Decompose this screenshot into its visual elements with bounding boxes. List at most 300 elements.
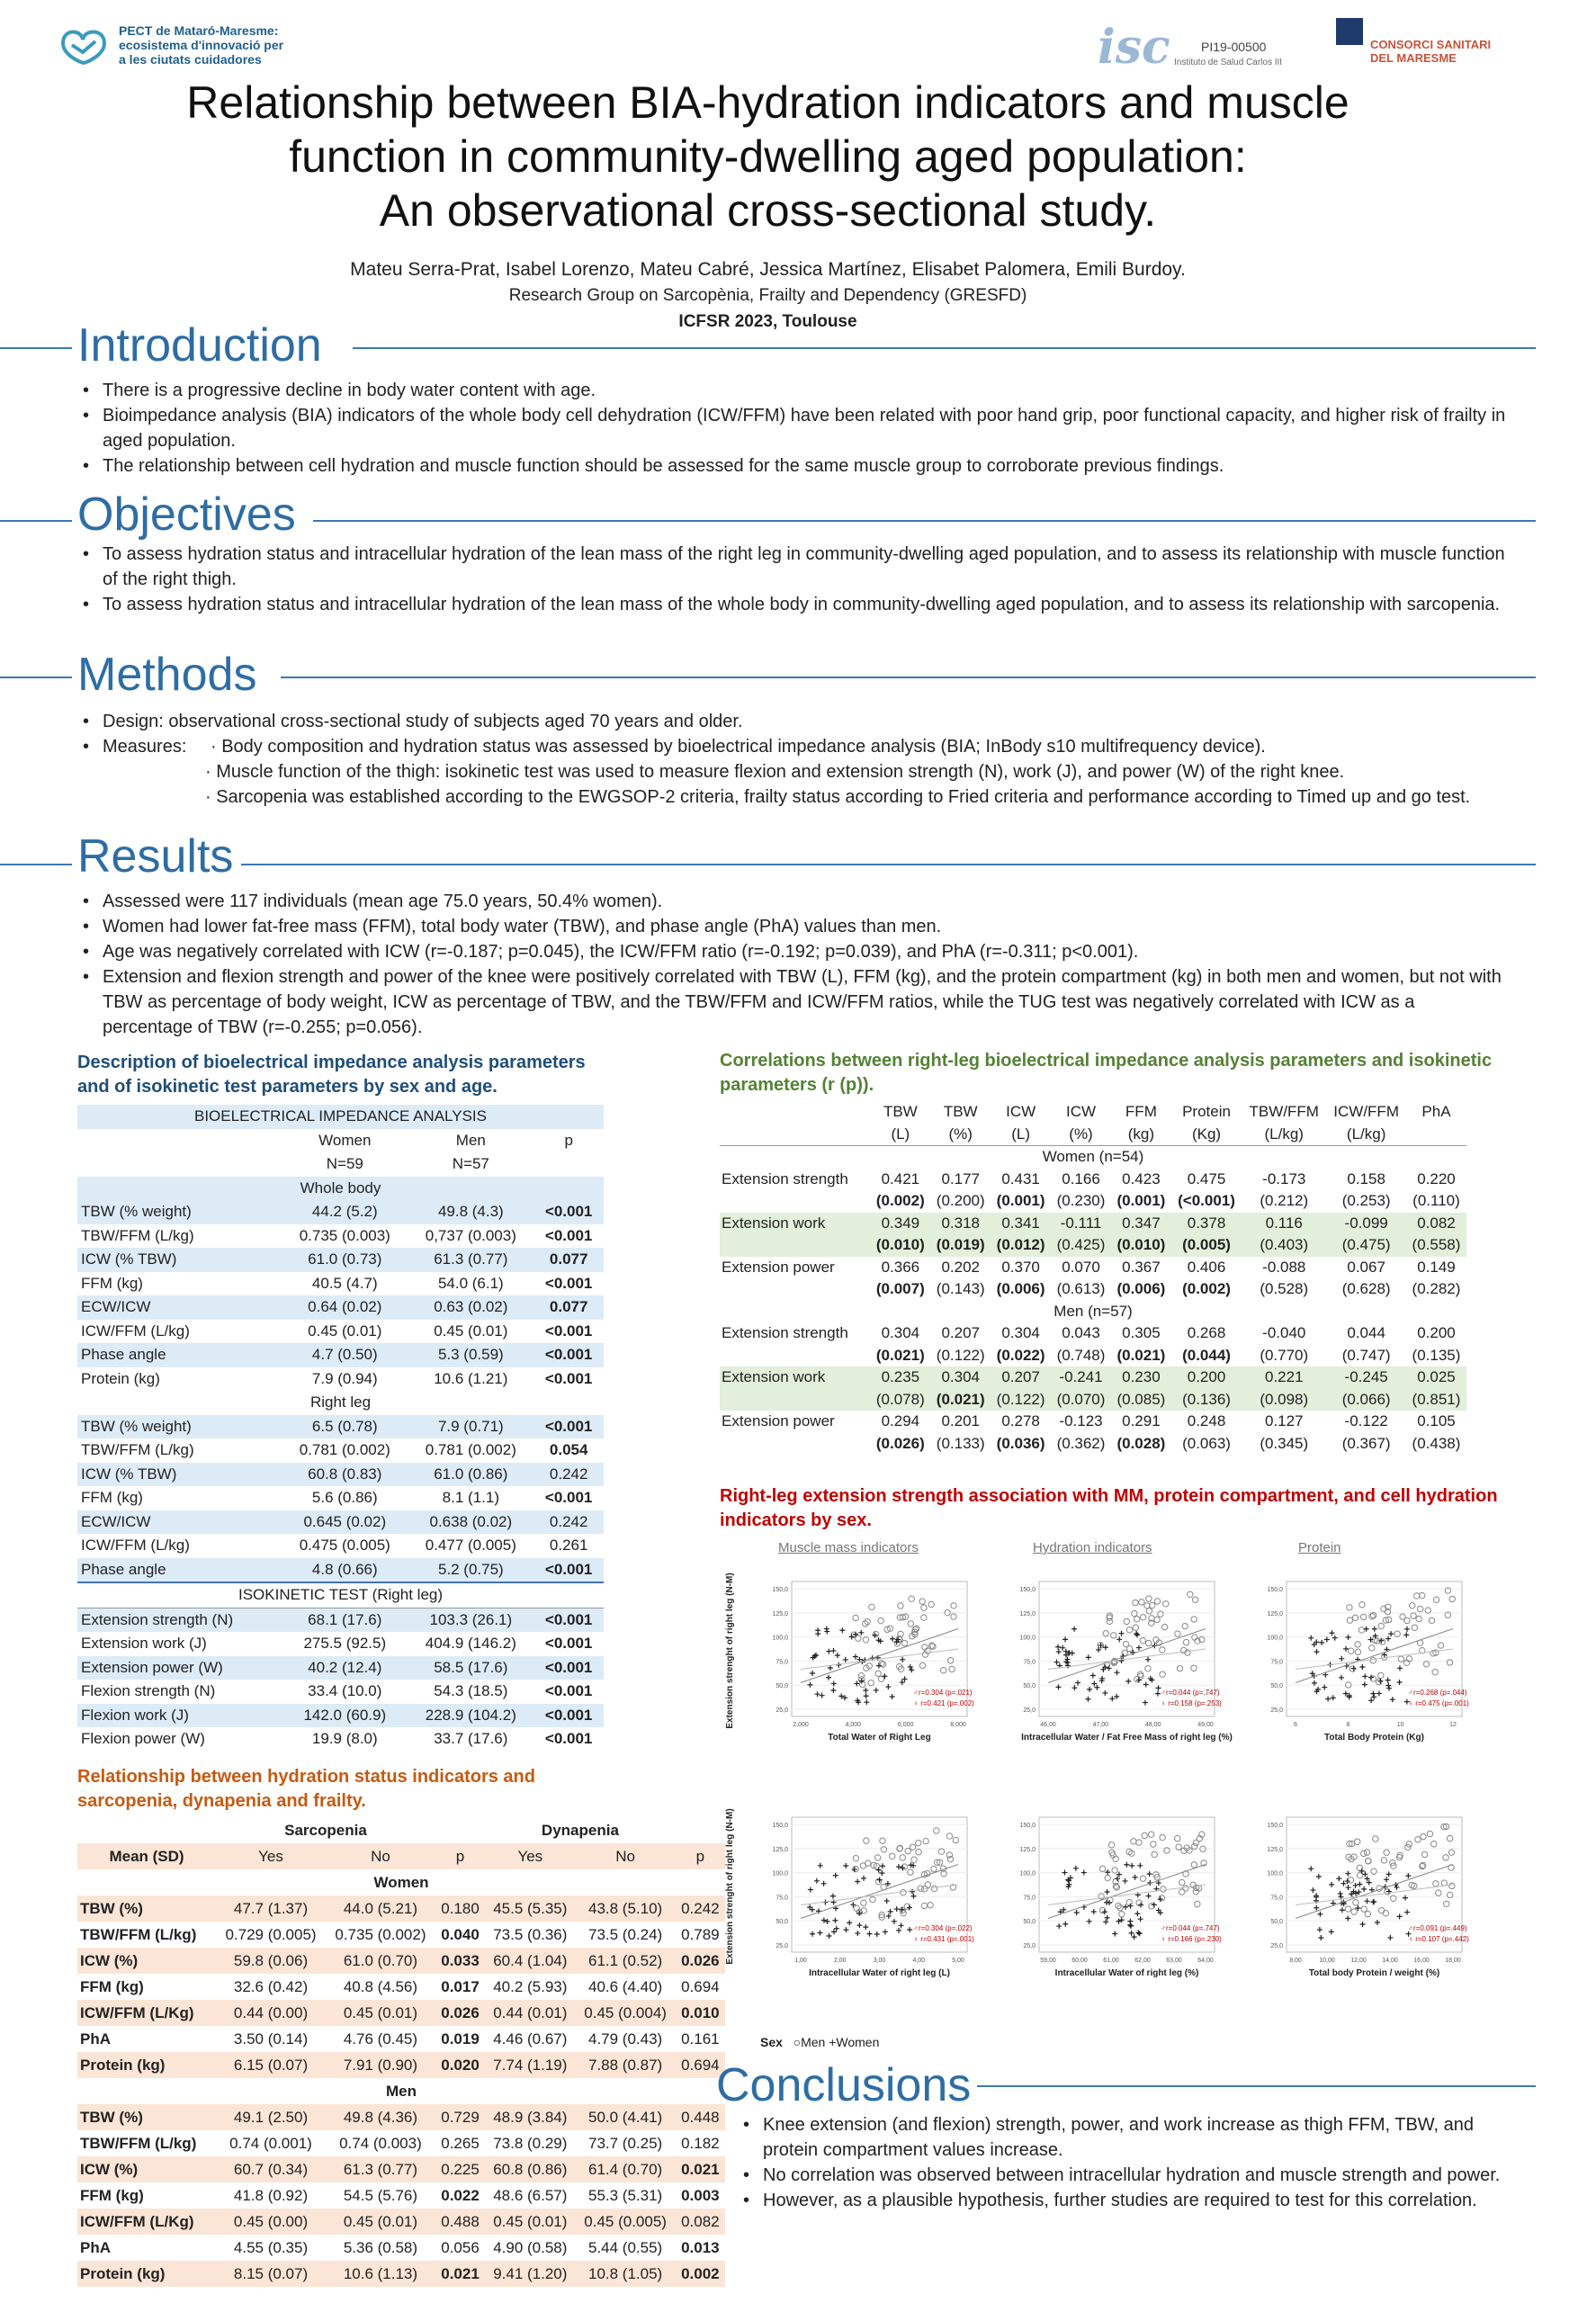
- col-header: FFM: [1125, 1103, 1157, 1121]
- section-rule: [0, 864, 72, 865]
- row-label: Extension power (W): [77, 1656, 282, 1680]
- corner: [720, 1124, 870, 1146]
- cell-men: 5.3 (0.59): [408, 1343, 533, 1367]
- y-axis-label: Extension strenght of right leg (N-M): [725, 1808, 735, 1965]
- table-row: [77, 1510, 604, 1535]
- cell-women: 68.1 (17.6): [282, 1608, 408, 1632]
- row-label: Protein (kg): [81, 1369, 160, 1387]
- cell-women: 40.2 (12.4): [282, 1656, 408, 1680]
- cell-p: (0.770): [1260, 1346, 1309, 1364]
- cell-p: (0.282): [1412, 1280, 1461, 1298]
- section-rule: [0, 347, 72, 349]
- row-label: ICW/FFM (L/kg): [81, 1537, 190, 1555]
- table-row: [720, 1234, 1466, 1257]
- cell-r: 0.406: [1187, 1258, 1226, 1276]
- table1-title: Description of bioelectrical impedance analysis parameters and of isokinetic test parameters by sex and age.: [77, 1053, 586, 1097]
- y-tick-label: 25,0: [776, 1707, 788, 1714]
- table-row: [77, 2156, 725, 2182]
- table-row: [720, 1367, 1466, 1389]
- cell-r: -0.040: [1262, 1324, 1306, 1342]
- cell: 0.242: [676, 1895, 725, 1922]
- cell: 0.026: [435, 2000, 485, 2026]
- table-row: [720, 1190, 1466, 1213]
- cell-p: (0.007): [875, 1280, 925, 1298]
- cell: 0.017: [441, 1977, 480, 1995]
- table-row: [77, 1248, 604, 1272]
- women-correlation: ♀ r=0.431 (p=.001): [913, 1935, 974, 1943]
- cell: 49.8 (4.36): [326, 2104, 435, 2130]
- y-tick-label: 125,0: [1019, 1610, 1036, 1617]
- cell: 0.45 (0.00): [216, 2209, 326, 2235]
- cell: 0.182: [681, 2134, 720, 2152]
- cell: 0.45 (0.005): [576, 2209, 676, 2235]
- cell-p: 0.242: [533, 1463, 604, 1487]
- cell: 4.46 (0.67): [493, 2030, 568, 2048]
- table-row: [77, 1948, 725, 1974]
- row-label-blank: [720, 1389, 870, 1411]
- table-row: [77, 1632, 604, 1656]
- cell-p: (0.070): [1051, 1389, 1111, 1411]
- table-row: [720, 1169, 1466, 1191]
- cell-women: 0.475 (0.005): [299, 1537, 390, 1555]
- cell-p: 0.242: [533, 1510, 604, 1535]
- cell: 0.45 (0.004): [576, 2000, 676, 2026]
- isciii-logo: [1098, 20, 1314, 74]
- x-tick-label: 4,000: [845, 1722, 862, 1728]
- women-correlation: ♀ r=0.107 (p=.442): [1408, 1935, 1469, 1943]
- y-tick-label: 75,0: [776, 1895, 788, 1902]
- cell-p: (0.558): [1406, 1234, 1466, 1257]
- row-label: Protein (kg): [77, 2261, 216, 2287]
- cell-r: 0.304: [881, 1324, 920, 1342]
- authors: Mateu Serra-Prat, Isabel Lorenzo, Mateu Cabré, Jessica Martínez, Elisabet Palomera, Emili Burdoy.: [350, 259, 1186, 280]
- cell: 4.90 (0.58): [493, 2238, 568, 2256]
- table-row: [720, 1389, 1466, 1411]
- table-row: [77, 1727, 604, 1752]
- methods-heading: Methods: [77, 649, 257, 701]
- row-label: Phase angle: [77, 1343, 282, 1367]
- results-heading: Results: [77, 830, 234, 883]
- row-label: TBW/FFM (L/kg): [80, 2134, 197, 2152]
- cell: 0.694: [676, 2052, 725, 2078]
- y-tick-label: 100,0: [1267, 1870, 1283, 1877]
- men-correlation: ♂r=0.091 (p=.449): [1408, 1924, 1467, 1932]
- cell-r: 0.421: [881, 1169, 920, 1187]
- objectives-list: [79, 542, 1506, 617]
- legend-women-marker: +: [829, 2035, 837, 2049]
- y-tick-label: 100,0: [772, 1870, 788, 1877]
- list-item: • Extension and flexion strength and power of the knee were positively correlated with TBW (L), FFM (kg), and the protein compartment (kg) in both men and women, but not with TBW as percentage of body weight, ICW as percentage of TBW, and the TBW/FFM and ICW/FFM ratios, while the TUG test was negatively correlated with ICW as a percentage of TBW (r=-0.255; p=0.056).: [103, 964, 1506, 1040]
- table-header-row: [720, 1124, 1466, 1146]
- cell-p: (0.110): [1412, 1192, 1460, 1210]
- cell-p: (0.010): [870, 1234, 930, 1257]
- cell: 32.6 (0.42): [233, 1977, 309, 1995]
- cell: 0.033: [435, 1948, 485, 1974]
- table-row: [77, 1438, 604, 1463]
- table-row: [77, 1272, 604, 1296]
- cell: 4.79 (0.43): [588, 2030, 663, 2048]
- isciii-name: Instituto de Salud Carlos III: [1174, 58, 1283, 67]
- y-tick-label: 75,0: [776, 1659, 788, 1666]
- cell: 10.6 (1.13): [326, 2261, 435, 2287]
- cell: 0.694: [681, 1977, 720, 1995]
- cell: 8.15 (0.07): [216, 2261, 326, 2287]
- x-tick-label: 59,00: [1040, 1958, 1056, 1964]
- table-row: [77, 1224, 604, 1249]
- row-label: Extension work: [720, 1367, 870, 1389]
- row-label-blank: [720, 1345, 870, 1367]
- cell: 0.265: [441, 2134, 480, 2152]
- cell-r: 0.248: [1187, 1412, 1226, 1430]
- cell: 0.74 (0.001): [229, 2134, 312, 2152]
- row-label: TBW/FFM (L/kg): [81, 1226, 194, 1244]
- row-label-blank: [720, 1190, 870, 1213]
- cell-men: 8.1 (1.1): [442, 1489, 499, 1507]
- y-tick-label: 150,0: [1019, 1823, 1036, 1829]
- cell-r: 0.070: [1062, 1258, 1100, 1276]
- cell: 0.44 (0.00): [216, 2000, 326, 2026]
- men-correlation: ♂r=0.044 (p=.747): [1161, 1689, 1220, 1697]
- cell: 0.021: [435, 2261, 485, 2287]
- x-tick-label: 60,00: [1071, 1958, 1088, 1964]
- table-row: [77, 1415, 604, 1439]
- cell-p: (0.022): [996, 1346, 1045, 1364]
- col-header: PhA: [1421, 1103, 1451, 1121]
- cell-men: 103.3 (26.1): [408, 1608, 533, 1632]
- table-row: [77, 2209, 725, 2235]
- cell-r: 0.067: [1347, 1258, 1385, 1276]
- women-correlation: ♀ r=0.166 (p=.230): [1161, 1935, 1222, 1943]
- cell-p: (0.002): [875, 1192, 925, 1210]
- cell-r: 0.207: [941, 1324, 980, 1342]
- cell: 0.45 (0.01): [326, 2209, 435, 2235]
- cell-men: 10.6 (1.21): [434, 1369, 508, 1387]
- x-tick-label: 16,00: [1413, 1958, 1430, 1964]
- row-label: FFM (kg): [81, 1274, 143, 1292]
- row-label: Extension strength: [722, 1324, 848, 1342]
- men-correlation: ♂r=0.304 (p=.021): [913, 1689, 973, 1697]
- figure-col-title: Muscle mass indicators: [778, 1540, 919, 1555]
- x-tick-label: 48,00: [1144, 1722, 1161, 1728]
- x-tick-label: 8,000: [950, 1722, 966, 1728]
- cell-p: (0.475): [1326, 1234, 1406, 1257]
- men-correlation: ♂r=0.268 (p=.044): [1408, 1689, 1467, 1697]
- col-header: (L/kg): [1264, 1125, 1304, 1143]
- cell-r: -0.241: [1051, 1367, 1111, 1389]
- cell: 0.013: [681, 2238, 720, 2256]
- cell-women: 4.7 (0.50): [282, 1343, 408, 1367]
- row-label: Extension work: [720, 1213, 870, 1235]
- x-tick-label: 6: [1294, 1722, 1297, 1728]
- cell: 40.2 (5.93): [493, 1977, 568, 1995]
- cell: 0.729 (0.005): [225, 1925, 317, 1943]
- col-header: No: [326, 1843, 435, 1869]
- cell: 7.74 (1.19): [485, 2052, 575, 2078]
- row-label: Extension strength (N): [77, 1608, 282, 1632]
- x-axis-label: Intracellular Water of right leg (L): [809, 1968, 950, 1978]
- section-rule: [0, 520, 72, 522]
- cell: 54.5 (5.76): [343, 2186, 418, 2204]
- cell: 0.026: [676, 1948, 725, 1974]
- section-rule: [0, 677, 72, 678]
- cell-r: 0.082: [1406, 1213, 1466, 1235]
- cell: 0.45 (0.01): [326, 2000, 435, 2026]
- list-item: • There is a progressive decline in body water content with age.: [103, 378, 1506, 403]
- cell-p: (0.021): [875, 1346, 925, 1364]
- cell-women: 275.5 (92.5): [303, 1635, 387, 1653]
- cell-p: (0.021): [1116, 1346, 1166, 1364]
- cell-r: 0.201: [941, 1412, 980, 1430]
- col-header: p: [435, 1843, 485, 1869]
- x-tick-label: 46,00: [1040, 1722, 1056, 1728]
- cell: 0.040: [441, 1925, 480, 1943]
- x-axis-label: Intracellular Water / Fat Free Mass of right leg (%): [1021, 1733, 1233, 1743]
- cell-p: (0.010): [1111, 1234, 1171, 1257]
- pect-logo: [56, 22, 326, 76]
- x-tick-label: 10,00: [1319, 1958, 1335, 1964]
- cell-r: -0.111: [1051, 1213, 1111, 1235]
- cell-p: (0.362): [1056, 1434, 1106, 1452]
- cell: 61.1 (0.52): [576, 1948, 676, 1974]
- measure-line: · Muscle function of the thigh: isokinetic test was used to measure flexion and extension strength (N), work (J), and power (W) of the right knee.: [205, 762, 1345, 782]
- section-rule: [313, 520, 1536, 522]
- table2: [720, 1101, 1466, 1455]
- cell: 61.0 (0.70): [326, 1948, 435, 1974]
- cell: 6.15 (0.07): [216, 2052, 326, 2078]
- table-row: [77, 1974, 725, 2000]
- cell-p: (0.628): [1341, 1280, 1391, 1298]
- cell: 60.8 (0.86): [485, 2156, 575, 2182]
- section-label: Women: [373, 1873, 429, 1891]
- table3: [77, 1817, 725, 2287]
- y-tick-label: 125,0: [772, 1846, 788, 1853]
- row-label: TBW (%): [77, 2104, 216, 2130]
- cell-men: 0.781 (0.002): [425, 1441, 516, 1459]
- row-label: Flexion power (W): [81, 1730, 205, 1748]
- y-tick-label: 100,0: [1019, 1870, 1036, 1877]
- y-tick-label: 25,0: [776, 1943, 788, 1949]
- cell-p: <0.001: [544, 1489, 593, 1507]
- list-item: • To assess hydration status and intracellular hydration of the lean mass of the whole body in community-dwelling aged population, and to assess its relationship with sarcopenia.: [103, 592, 1506, 617]
- men-correlation: ♂r=0.304 (p=.022): [913, 1924, 973, 1932]
- table-row: [77, 2026, 725, 2052]
- cell-r: 0.044: [1347, 1324, 1385, 1342]
- cell-women: 60.8 (0.83): [282, 1463, 408, 1487]
- legend-women: Women: [836, 2035, 880, 2049]
- cell-p: (0.044): [1182, 1346, 1231, 1364]
- table-row: [77, 1656, 604, 1680]
- table-row: [77, 1558, 604, 1583]
- cell-p: (0.133): [936, 1434, 985, 1452]
- x-tick-label: 3,00: [873, 1958, 886, 1964]
- cell-p: 0.077: [533, 1295, 604, 1320]
- cell-men: 0.638 (0.02): [408, 1510, 533, 1535]
- cell: 7.91 (0.90): [326, 2052, 435, 2078]
- col-header: (L): [1011, 1125, 1030, 1143]
- cell-p: (0.613): [1056, 1280, 1106, 1298]
- cell-r: 0.304: [1001, 1324, 1040, 1342]
- measure-line: · Sarcopenia was established according to the EWGSOP-2 criteria, frailty status according to Fried criteria and performance according to Timed up and go test.: [205, 787, 1471, 807]
- col-header: p: [564, 1131, 573, 1149]
- cell-p: (0.528): [1260, 1280, 1309, 1298]
- pect-logo-icon: [56, 22, 112, 65]
- cell-p: (0.006): [996, 1280, 1045, 1298]
- scatter-plots: [720, 1556, 1469, 2042]
- cell-p: (0.001): [996, 1192, 1045, 1210]
- section-label: Whole body: [77, 1177, 604, 1201]
- x-tick-label: 6,000: [897, 1722, 914, 1728]
- women-correlation: ♀ r=0.475 (p=.001): [1408, 1699, 1469, 1707]
- row-label: TBW (% weight): [77, 1415, 282, 1439]
- cell: 0.45 (0.01): [485, 2209, 575, 2235]
- y-tick-label: 25,0: [1270, 1943, 1283, 1949]
- measures-label: Measures:: [103, 737, 187, 757]
- cell-p: 0.261: [549, 1537, 588, 1555]
- cell-women: 7.9 (0.94): [311, 1369, 378, 1387]
- table-row: [77, 2130, 725, 2156]
- cell-r: 0.366: [881, 1258, 920, 1276]
- list-item: • No correlation was observed between intracellular hydration and muscle strength and power.: [763, 2163, 1519, 2188]
- table-row: [77, 1922, 725, 1948]
- list-item: • The relationship between cell hydration and muscle function should be assessed for the same muscle group to corroborate previous findings.: [103, 453, 1506, 479]
- cell: 50.0 (4.41): [576, 2104, 676, 2130]
- cell: 40.6 (4.40): [588, 1977, 663, 1995]
- col-header: ICW/FFM: [1333, 1103, 1399, 1121]
- cell-r: 0.304: [930, 1367, 991, 1389]
- cell-men: 0.477 (0.005): [425, 1537, 516, 1555]
- table-row: [720, 1213, 1466, 1235]
- row-label-blank: [720, 1433, 870, 1456]
- x-tick-label: 1,00: [794, 1958, 807, 1964]
- table-row: [77, 2052, 725, 2078]
- cell: 0.161: [681, 2030, 720, 2048]
- table-row: [77, 1320, 604, 1344]
- cell-p: (0.135): [1412, 1346, 1461, 1364]
- cell-p: <0.001: [533, 1415, 604, 1439]
- y-tick-label: 50,0: [1270, 1683, 1283, 1690]
- cell: 0.082: [676, 2209, 725, 2235]
- cell: 0.729: [435, 2104, 485, 2130]
- poster-title: Relationship between BIA-hydration indicators and muscle function in community-dwelling aged population: An observational cross-sectional study.: [186, 77, 1349, 236]
- cell: 73.5 (0.36): [493, 1925, 568, 1943]
- cell-p: (0.136): [1171, 1389, 1242, 1411]
- y-tick-label: 75,0: [1270, 1659, 1283, 1666]
- cell-p: (0.403): [1242, 1234, 1326, 1257]
- cell-p: (0.098): [1242, 1389, 1326, 1411]
- col-header: TBW/FFM: [1249, 1103, 1319, 1121]
- results-list: [79, 889, 1506, 1040]
- table-row: [77, 1608, 604, 1632]
- cell: 0.056: [441, 2238, 480, 2256]
- row-label: ICW (% TBW): [77, 1248, 282, 1272]
- cell-p: (0.078): [870, 1389, 930, 1411]
- cell-men: 61.0 (0.86): [408, 1463, 533, 1487]
- cell-r: 0.127: [1264, 1412, 1304, 1430]
- cell-r: -0.245: [1326, 1367, 1406, 1389]
- row-label: ICW (%): [77, 2156, 216, 2182]
- group-header: Sarcopenia: [284, 1821, 367, 1839]
- project-code: PI19-00500: [1201, 40, 1267, 54]
- cell-p: <0.001: [533, 1656, 604, 1680]
- y-tick-label: 125,0: [772, 1610, 788, 1617]
- csm-logo-icon: [1336, 18, 1363, 45]
- col-header: No: [576, 1843, 676, 1869]
- cell-p: (0.212): [1260, 1192, 1309, 1210]
- cell-women: 0.645 (0.02): [282, 1510, 408, 1535]
- methods-list: [79, 709, 1524, 759]
- cell-p: (0.748): [1056, 1346, 1106, 1364]
- x-tick-label: 63,00: [1166, 1958, 1182, 1964]
- cell-p: <0.001: [533, 1704, 604, 1728]
- table-row: [77, 1534, 604, 1558]
- table-row: [77, 2104, 725, 2130]
- cell-r: -0.099: [1326, 1213, 1406, 1235]
- cell-p: (0.012): [991, 1234, 1051, 1257]
- cell: 73.5 (0.24): [588, 1925, 663, 1943]
- section-rule: [353, 347, 1536, 349]
- cell: 0.002: [676, 2261, 725, 2287]
- y-tick-label: 125,0: [1019, 1846, 1036, 1853]
- col-header: Yes: [216, 1843, 326, 1869]
- conclusions-heading: Conclusions: [716, 2059, 972, 2111]
- table-row: [77, 1343, 604, 1367]
- cell-p: (0.851): [1406, 1389, 1466, 1411]
- x-tick-label: 12: [1449, 1722, 1457, 1728]
- table-row: [77, 1680, 604, 1704]
- row-label: ICW/FFM (L/kg): [81, 1322, 190, 1340]
- section-label: Men (n=57): [1054, 1302, 1133, 1320]
- cell-r: 0.367: [1122, 1258, 1161, 1276]
- section-rule: [241, 864, 1536, 865]
- cell-r: 0.291: [1122, 1412, 1161, 1430]
- table-row: [77, 1295, 604, 1320]
- cell-women: 6.5 (0.78): [282, 1415, 408, 1439]
- table-row: [720, 1257, 1466, 1279]
- list-item: • Knee extension (and flexion) strength, power, and work increase as thigh FFM, TBW, and protein compartment values increase.: [763, 2112, 1519, 2163]
- cell-women: 0.64 (0.02): [282, 1295, 408, 1320]
- table-row: [77, 1895, 725, 1922]
- table-row: [77, 1463, 604, 1487]
- cell-r: -0.173: [1262, 1169, 1306, 1187]
- y-tick-label: 100,0: [1267, 1635, 1283, 1642]
- cell-women: 0.781 (0.002): [299, 1441, 390, 1459]
- table1-header: BIOELECTRICAL IMPEDANCE ANALYSIS: [77, 1105, 604, 1129]
- cell-men: 5.2 (0.75): [408, 1558, 533, 1583]
- row-label: Phase angle: [77, 1558, 282, 1583]
- x-axis-label: Total Water of Right Leg: [828, 1733, 931, 1743]
- cell: 0.021: [676, 2156, 725, 2182]
- cell-r: 0.423: [1122, 1169, 1161, 1187]
- cell: 0.448: [676, 2104, 725, 2130]
- figure-legend: [760, 2035, 879, 2049]
- cell-women: 4.8 (0.66): [282, 1558, 408, 1583]
- row-label-blank: [720, 1234, 870, 1257]
- cell-r: 0.305: [1122, 1324, 1161, 1342]
- col-header: (kg): [1127, 1125, 1155, 1143]
- figure-col-title: Hydration indicators: [1033, 1540, 1152, 1555]
- cell: 44.0 (5.21): [326, 1895, 435, 1922]
- cell-p: (0.021): [930, 1389, 991, 1411]
- list-item: • However, as a plausible hypothesis, further studies are required to test for this correlation.: [763, 2188, 1519, 2213]
- row-label: ECW/ICW: [77, 1295, 282, 1320]
- cell-p: (0.345): [1260, 1434, 1309, 1452]
- cell-men: 0.45 (0.01): [434, 1322, 508, 1340]
- cell-p: <0.001: [544, 1274, 593, 1292]
- cell-women: 0.45 (0.01): [308, 1322, 382, 1340]
- cell-p: (0.019): [930, 1234, 991, 1257]
- row-label: FFM (kg): [80, 1977, 144, 1995]
- table-row: [720, 1411, 1466, 1433]
